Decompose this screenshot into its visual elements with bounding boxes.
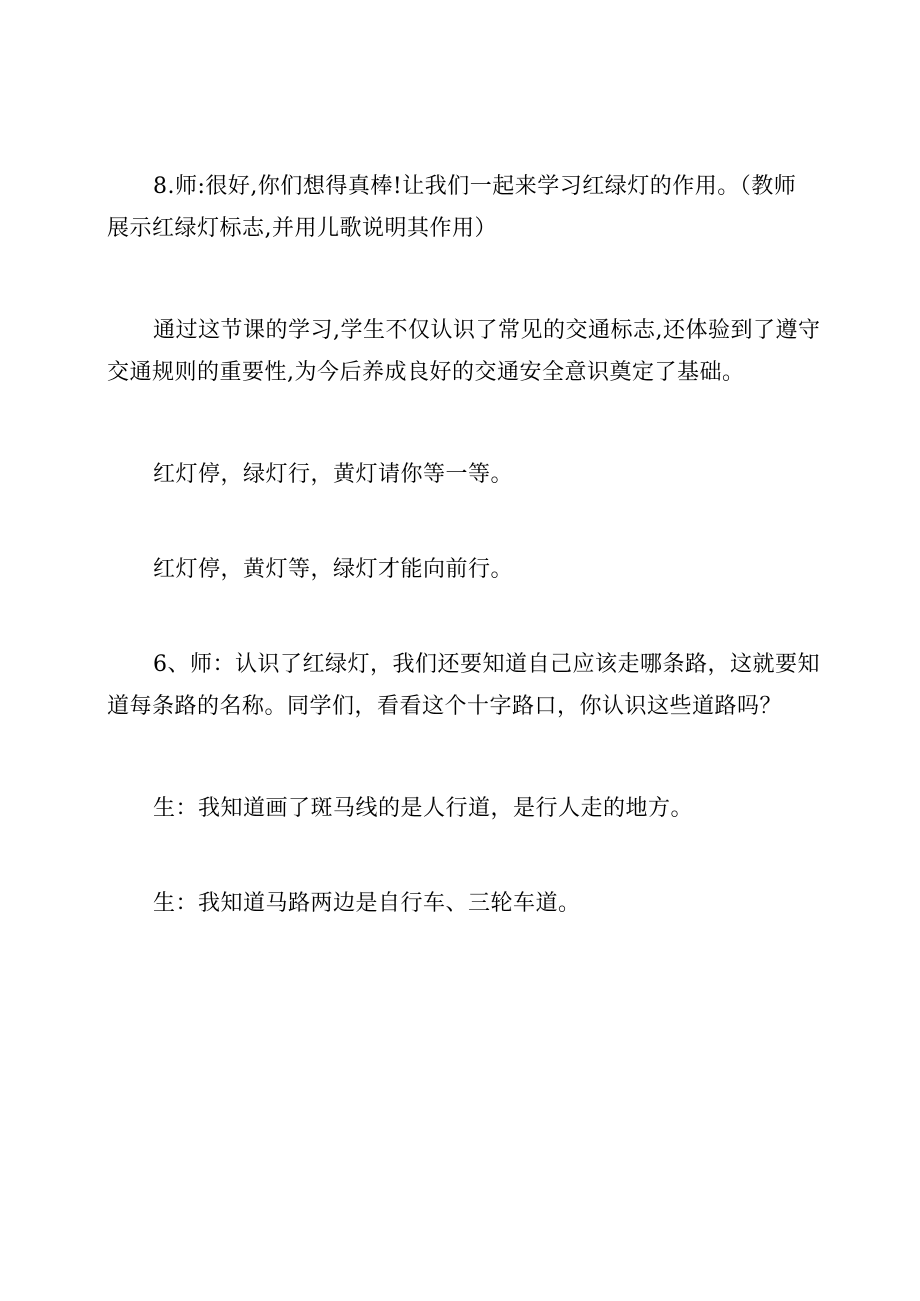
- paragraph-line: 展示红绿灯标志,并用儿歌说明其作用）: [107, 216, 497, 241]
- paragraph-line: 红灯停，绿灯行，黄灯请你等一等。: [153, 462, 514, 487]
- paragraph-teacher-roads: [107, 644, 820, 728]
- paragraph-line: 红灯停，黄灯等，绿灯才能向前行。: [153, 557, 514, 582]
- paragraph-line: 交通规则的重要性,为今后养成良好的交通安全意识奠定了基础。: [107, 360, 745, 385]
- paragraph-teacher-traffic-light: [107, 166, 807, 250]
- paragraph-line: 通过这节课的学习,学生不仅认识了常见的交通标志,还体验到了遵守: [153, 318, 821, 343]
- paragraph-line: 生：我知道画了斑马线的是人行道，是行人走的地方。: [153, 796, 694, 821]
- paragraph-lesson-summary: [107, 310, 821, 394]
- paragraph-student-bike-lane: [107, 883, 807, 925]
- paragraph-line: 道每条路的名称。同学们，看看这个十字路口，你认识这些道路吗？: [107, 694, 783, 719]
- paragraph-line: 6、师：认识了红绿灯，我们还要知道自己应该走哪条路，这就要知: [153, 652, 820, 677]
- paragraph-rhyme-line-1: [107, 454, 807, 496]
- paragraph-line: 生：我知道马路两边是自行车、三轮车道。: [153, 891, 581, 916]
- paragraph-rhyme-line-2: [107, 549, 807, 591]
- paragraph-student-sidewalk: [107, 788, 807, 830]
- paragraph-line: 8.师:很好,你们想得真棒!让我们一起来学习红绿灯的作用。（教师: [153, 174, 797, 199]
